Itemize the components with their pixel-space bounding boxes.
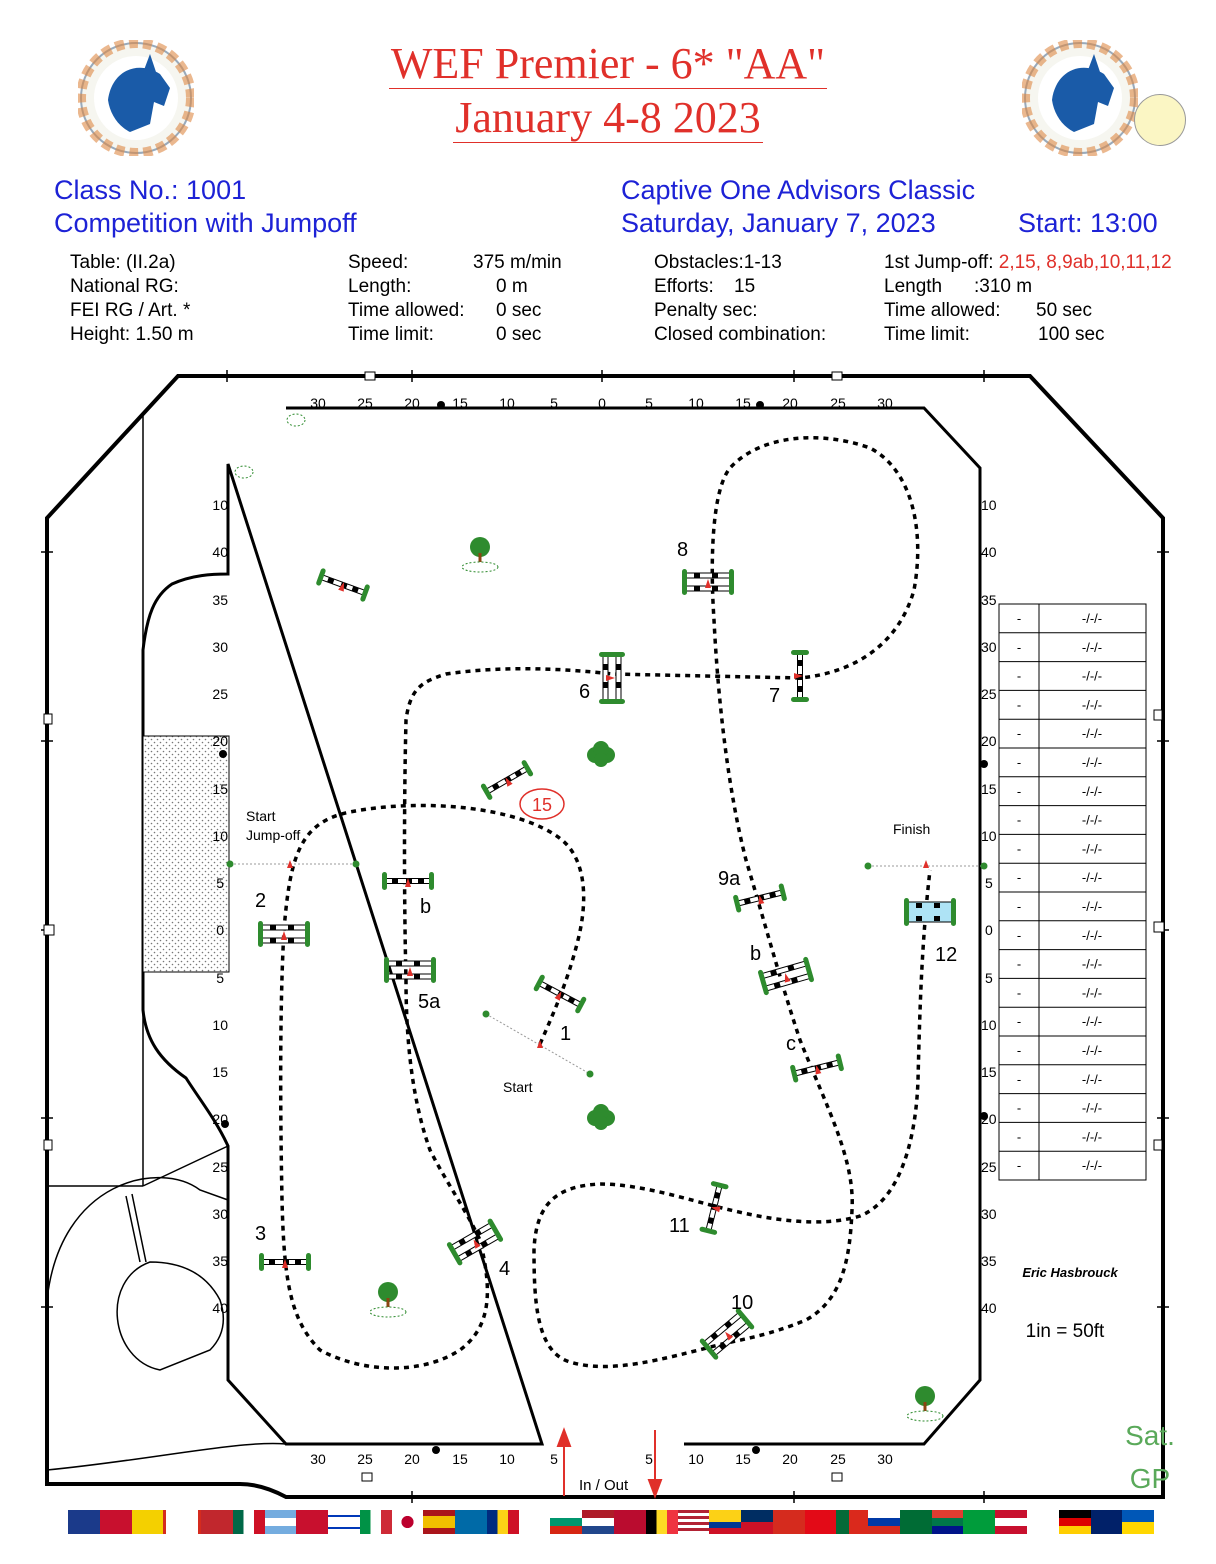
score-result-cell: -/-/-	[1081, 1158, 1103, 1174]
jump-11	[699, 1181, 729, 1236]
start-jumpoff-label-2: Jump-off	[246, 827, 301, 843]
bottom-ruler-tick: 5	[645, 1451, 653, 1467]
top-ruler-tick: 10	[688, 395, 704, 411]
speed-value: 375 m/min	[473, 252, 562, 273]
bush-icon	[587, 1104, 615, 1130]
score-rank-cell: -	[1016, 1071, 1022, 1087]
right-ruler-tick: 30	[981, 639, 997, 655]
top-ruler-tick: 20	[404, 395, 420, 411]
in-out-label: In / Out	[579, 1477, 629, 1494]
score-rank-cell: -	[1016, 1129, 1022, 1145]
closed-combination: Closed combination:	[654, 324, 827, 345]
right-ruler-tick: 25	[981, 686, 997, 702]
speed-label: Speed:	[348, 252, 409, 273]
flag-icon	[360, 1510, 392, 1534]
left-ruler-tick: 5	[216, 875, 224, 891]
score-result-cell: -/-/-	[1081, 755, 1103, 770]
flag-icon	[265, 1510, 297, 1534]
score-rank-cell: -	[1016, 812, 1022, 828]
bush-icon	[587, 741, 615, 767]
left-ruler-tick: 30	[212, 1206, 228, 1222]
jumpoff-time-limit-label: Time limit:	[884, 324, 970, 345]
label-6: 6	[579, 681, 591, 703]
flag-icon	[201, 1510, 233, 1534]
course-route	[281, 438, 930, 1368]
event-title: WEF Premier - 6* "AA"	[390, 39, 826, 88]
flag-icon	[68, 1510, 100, 1534]
length-value: 0 m	[496, 276, 528, 297]
label-9c: c	[786, 1033, 796, 1055]
fei-rg: FEI RG / Art. *	[70, 300, 191, 321]
table-spec: Table: (II.2a)	[70, 252, 176, 273]
label-1: 1	[560, 1023, 572, 1045]
score-rank-cell: -	[1016, 611, 1022, 626]
start-label: Start	[503, 1079, 533, 1095]
bottom-ruler-tick: 10	[688, 1451, 704, 1467]
score-table	[999, 604, 1146, 1180]
jump-12	[904, 898, 956, 926]
left-ruler-tick: 15	[212, 1064, 228, 1080]
tree-icon	[462, 537, 498, 572]
bottom-ruler-tick: 30	[877, 1451, 893, 1467]
efforts-label: Efforts:	[654, 276, 714, 297]
jump-5a	[384, 957, 436, 983]
left-ruler-tick: 20	[212, 1111, 228, 1127]
score-rank-cell: -	[1016, 755, 1022, 770]
flag-icon	[900, 1510, 932, 1534]
label-15: 15	[531, 795, 553, 815]
right-ruler-tick: 10	[981, 828, 997, 844]
score-result-cell: -/-/-	[1081, 697, 1103, 713]
right-ruler-tick: 35	[981, 1253, 997, 1269]
top-ruler-tick: 25	[830, 395, 846, 411]
score-rank-cell: -	[1016, 668, 1022, 684]
efforts-value: 15	[734, 276, 756, 297]
left-ruler-tick: 10	[212, 1017, 228, 1033]
right-ruler-tick: 10	[981, 497, 997, 513]
score-rank-cell: -	[1016, 927, 1022, 943]
flag-icon	[995, 1510, 1027, 1534]
score-rank-cell: -	[1016, 870, 1022, 886]
score-result-cell: -/-/-	[1081, 985, 1103, 1001]
flag-icon	[519, 1510, 551, 1534]
height-spec: Height: 1.50 m	[70, 324, 194, 345]
flag-icon	[455, 1510, 487, 1534]
score-rank-cell: -	[1016, 726, 1022, 742]
bottom-ruler-tick: 20	[782, 1451, 798, 1467]
time-limit-value: 0 sec	[496, 324, 542, 345]
jumpoff-time-allowed-label: Time allowed:	[884, 300, 1001, 321]
length-label: Length:	[348, 276, 412, 297]
flag-icon	[100, 1510, 132, 1534]
bottom-ruler-tick: 30	[310, 1451, 326, 1467]
label-10: 10	[731, 1292, 754, 1314]
score-rank-cell: -	[1016, 899, 1022, 914]
label-3: 3	[255, 1223, 267, 1245]
jumpoff-time-allowed-value: 50 sec	[1036, 300, 1092, 321]
flag-icon	[163, 1510, 201, 1534]
label-5b: b	[420, 896, 432, 918]
label-2: 2	[255, 890, 267, 912]
left-ruler-tick: 40	[212, 544, 228, 560]
top-ruler-tick: 20	[782, 395, 798, 411]
left-ruler-tick: 25	[212, 686, 228, 702]
competition-type: Competition with Jumpoff	[54, 208, 357, 238]
right-ruler-tick: 20	[981, 1111, 997, 1127]
label-9b: b	[750, 943, 762, 965]
top-ruler-tick: 15	[735, 395, 751, 411]
start-time: Start: 13:00	[1018, 208, 1158, 238]
score-rank-cell: -	[1016, 1100, 1022, 1116]
jumpoff-length-value: :310 m	[974, 276, 1033, 297]
time-allowed-label: Time allowed:	[348, 300, 465, 321]
score-result-cell: -/-/-	[1081, 668, 1103, 684]
flag-icon	[741, 1510, 773, 1534]
score-rank-cell: -	[1016, 697, 1022, 713]
flag-icon	[805, 1510, 837, 1534]
bottom-ruler	[310, 1451, 893, 1467]
label-12: 12	[935, 944, 958, 966]
flag-icon	[423, 1510, 455, 1534]
score-result-cell: -/-/-	[1081, 1100, 1103, 1116]
jump-6	[599, 652, 625, 704]
right-ruler-tick: 10	[981, 1017, 997, 1033]
flag-icon	[963, 1510, 995, 1534]
jump-10	[699, 1307, 756, 1360]
label-4: 4	[499, 1258, 511, 1280]
top-ruler-tick: 5	[550, 395, 558, 411]
time-limit-label: Time limit:	[348, 324, 434, 345]
label-8: 8	[677, 539, 689, 561]
score-result-cell: -/-/-	[1081, 611, 1103, 626]
class-number: Class No.: 1001	[54, 175, 247, 205]
flag-icon	[582, 1510, 614, 1534]
flag-icon	[836, 1510, 868, 1534]
national-rg: National RG:	[70, 276, 179, 297]
right-ruler-tick: 15	[981, 1064, 997, 1080]
flag-icon	[1091, 1510, 1123, 1534]
left-ruler-tick: 35	[212, 1253, 228, 1269]
score-result-cell: -/-/-	[1081, 1071, 1103, 1087]
flag-icon	[487, 1510, 519, 1534]
flag-icon	[614, 1510, 646, 1534]
jump-1	[533, 974, 587, 1014]
right-ruler-tick: 5	[985, 875, 993, 891]
flags-strip	[68, 1510, 1154, 1534]
flag-icon	[233, 1510, 265, 1534]
class-name: Captive One Advisors Classic	[621, 175, 976, 205]
top-ruler-tick: 25	[357, 395, 373, 411]
tree-icon	[907, 1386, 943, 1421]
score-result-cell: -/-/-	[1081, 1129, 1103, 1145]
start-jumpoff-label-1: Start	[246, 808, 276, 824]
flag-icon	[1027, 1510, 1059, 1534]
top-ruler-tick: 30	[310, 395, 326, 411]
stamp-day: Sat.	[1125, 1420, 1175, 1451]
label-5a: 5a	[418, 991, 441, 1013]
bottom-ruler-tick: 20	[404, 1451, 420, 1467]
right-ruler-tick: 35	[981, 592, 997, 608]
score-result-cell: -/-/-	[1081, 1014, 1103, 1030]
left-ruler-tick: 20	[212, 733, 228, 749]
score-rank-cell: -	[1016, 1158, 1022, 1174]
jumpoff-label: 1st Jump-off:	[884, 252, 994, 273]
flag-icon	[1122, 1510, 1154, 1534]
score-rank-cell: -	[1016, 985, 1022, 1001]
jumpoff-time-limit-value: 100 sec	[1038, 324, 1105, 345]
score-rank-cell: -	[1016, 783, 1022, 799]
score-result-cell: -/-/-	[1081, 870, 1103, 886]
left-ruler-tick: 25	[212, 1159, 228, 1175]
left-ruler-tick: 5	[216, 970, 224, 986]
label-11: 11	[669, 1215, 690, 1237]
top-ruler-tick: 0	[598, 395, 606, 411]
left-ruler-tick: 15	[212, 781, 228, 797]
tree-icon	[370, 1282, 406, 1317]
top-ruler-tick: 5	[645, 395, 653, 411]
flower-icon	[235, 466, 253, 478]
bottom-ruler-tick: 15	[452, 1451, 468, 1467]
flag-icon	[868, 1510, 900, 1534]
bottom-ruler-tick: 5	[550, 1451, 558, 1467]
right-ruler-tick: 40	[981, 1300, 997, 1316]
obstacles-count: Obstacles:1-13	[654, 252, 782, 273]
left-ruler-tick: 35	[212, 592, 228, 608]
right-ruler-tick: 5	[985, 970, 993, 986]
bottom-ruler-tick: 25	[357, 1451, 373, 1467]
time-allowed-value: 0 sec	[496, 300, 542, 321]
event-dates: January 4-8 2023	[455, 93, 761, 142]
score-result-cell: -/-/-	[1081, 639, 1103, 655]
label-7: 7	[769, 685, 781, 707]
stamp-class: GP	[1129, 1463, 1171, 1494]
right-ruler-tick: 0	[985, 922, 993, 938]
flag-icon	[1059, 1510, 1091, 1534]
right-ruler	[981, 497, 997, 1316]
bottom-ruler-tick: 10	[499, 1451, 515, 1467]
score-rank-cell: -	[1016, 841, 1022, 857]
flower-icon	[287, 414, 305, 426]
flag-icon	[550, 1510, 582, 1534]
score-rank-cell: -	[1016, 639, 1022, 655]
label-9a: 9a	[718, 868, 741, 890]
penalty-sec: Penalty sec:	[654, 300, 758, 321]
jumpoff-order: 2,15, 8,9ab,10,11,12	[998, 252, 1172, 273]
scale-note: 1in = 50ft	[1025, 1321, 1105, 1342]
score-rank-cell: -	[1016, 1043, 1022, 1058]
flag-icon	[773, 1510, 805, 1534]
class-date: Saturday, January 7, 2023	[621, 208, 936, 238]
jump-2	[258, 921, 310, 947]
flag-icon	[709, 1510, 741, 1534]
left-ruler-tick: 10	[212, 497, 228, 513]
right-ruler-tick: 25	[981, 1159, 997, 1175]
jump-8	[682, 569, 734, 595]
flag-icon	[392, 1510, 424, 1534]
score-result-cell: -/-/-	[1081, 956, 1103, 972]
right-ruler-tick: 15	[981, 781, 997, 797]
right-ruler-tick: 40	[981, 544, 997, 560]
jump-9b	[757, 956, 814, 995]
score-rank-cell: -	[1016, 1014, 1022, 1030]
jumpoff-length-label: Length	[884, 276, 943, 297]
bottom-ruler-tick: 15	[735, 1451, 751, 1467]
score-rank-cell: -	[1016, 956, 1022, 972]
right-ruler-tick: 20	[981, 733, 997, 749]
score-result-cell: -/-/-	[1081, 726, 1103, 742]
score-result-cell: -/-/-	[1081, 812, 1103, 828]
top-ruler-tick: 30	[877, 395, 893, 411]
left-ruler-tick: 40	[212, 1300, 228, 1316]
bottom-ruler-tick: 25	[830, 1451, 846, 1467]
finish-label: Finish	[893, 821, 931, 837]
flag-icon	[678, 1510, 710, 1534]
flag-icon	[932, 1510, 964, 1534]
flag-icon	[646, 1510, 678, 1534]
top-ruler-tick: 10	[499, 395, 515, 411]
score-result-cell: -/-/-	[1081, 841, 1103, 857]
jump-extra-top-left	[315, 568, 370, 603]
score-result-cell: -/-/-	[1081, 783, 1103, 799]
right-ruler-tick: 30	[981, 1206, 997, 1222]
flag-icon	[132, 1510, 164, 1534]
score-result-cell: -/-/-	[1081, 899, 1103, 914]
score-result-cell: -/-/-	[1081, 927, 1103, 943]
left-ruler-tick: 30	[212, 639, 228, 655]
left-ruler-tick: 10	[212, 828, 228, 844]
flag-icon	[296, 1510, 328, 1534]
flag-icon	[328, 1510, 360, 1534]
jump-4	[446, 1218, 504, 1267]
designer-name: Eric Hasbrouck	[1022, 1265, 1118, 1280]
left-ruler-tick: 0	[216, 922, 224, 938]
jump-5b	[382, 872, 434, 890]
top-ruler-tick: 15	[452, 395, 468, 411]
score-result-cell: -/-/-	[1081, 1043, 1103, 1058]
